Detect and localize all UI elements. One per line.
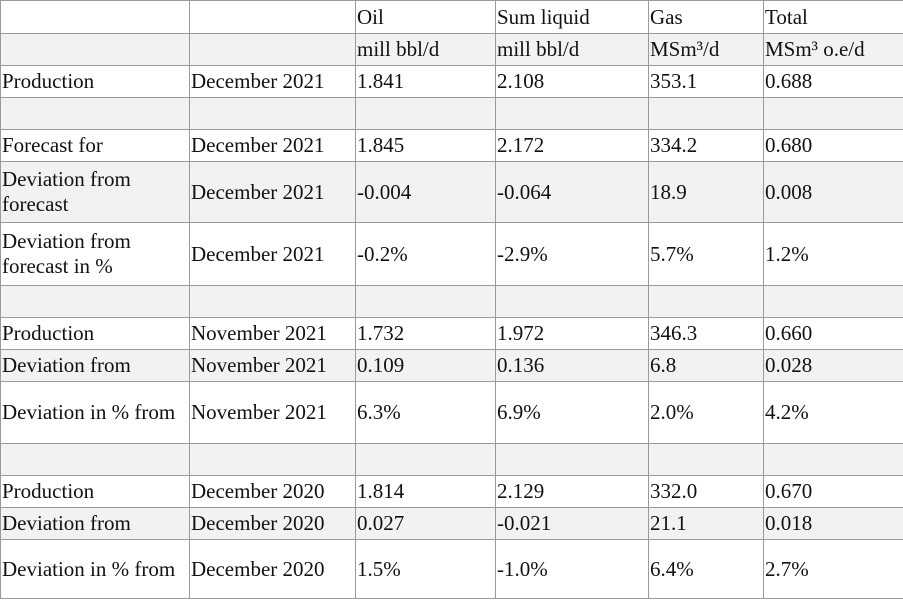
cell-oil: 0.109 xyxy=(356,350,496,382)
unit-oil: mill bbl/d xyxy=(356,34,496,66)
spacer-row xyxy=(1,444,903,476)
cell-sum-liquid: 1.972 xyxy=(496,318,649,350)
cell-total xyxy=(764,98,903,130)
cell-total xyxy=(764,444,903,476)
cell-sum-liquid: -2.9% xyxy=(496,223,649,286)
cell-gas: 2.0% xyxy=(649,382,764,444)
cell-gas: 6.4% xyxy=(649,540,764,599)
cell-total: 0.028 xyxy=(764,350,903,382)
cell-total: 0.680 xyxy=(764,130,903,162)
cell-total: 0.008 xyxy=(764,162,903,223)
row-period xyxy=(190,444,356,476)
cell-oil: 1.845 xyxy=(356,130,496,162)
table-row xyxy=(1,66,903,98)
cell-sum-liquid: 2.172 xyxy=(496,130,649,162)
row-label xyxy=(1,444,190,476)
row-label: Forecast for xyxy=(1,130,190,162)
table-row xyxy=(1,223,903,286)
cell-sum-liquid: -0.021 xyxy=(496,508,649,540)
row-label: Deviation from xyxy=(1,508,190,540)
cell-sum-liquid: -0.064 xyxy=(496,162,649,223)
cell-total: 0.670 xyxy=(764,476,903,508)
cell-gas: 334.2 xyxy=(649,130,764,162)
row-label: Deviation in % from xyxy=(1,540,190,599)
cell-oil: 1.732 xyxy=(356,318,496,350)
cell-oil: 0.027 xyxy=(356,508,496,540)
header-sum-liquid: Sum liquid xyxy=(496,1,649,34)
cell-oil: -0.004 xyxy=(356,162,496,223)
cell-total xyxy=(764,286,903,318)
row-period: December 2021 xyxy=(190,223,356,286)
cell-oil xyxy=(356,98,496,130)
header-oil: Oil xyxy=(356,1,496,34)
cell-gas xyxy=(649,286,764,318)
cell-oil: 6.3% xyxy=(356,382,496,444)
cell-gas: 18.9 xyxy=(649,162,764,223)
cell-total: 0.018 xyxy=(764,508,903,540)
row-period: November 2021 xyxy=(190,382,356,444)
row-label: Deviation from forecast xyxy=(1,162,190,223)
cell-oil: 1.814 xyxy=(356,476,496,508)
header-cell-empty xyxy=(1,1,190,34)
cell-oil xyxy=(356,286,496,318)
table-row xyxy=(1,130,903,162)
cell-sum-liquid: 0.136 xyxy=(496,350,649,382)
cell-gas: 5.7% xyxy=(649,223,764,286)
table-row xyxy=(1,318,903,350)
table-row xyxy=(1,382,903,444)
cell-sum-liquid xyxy=(496,286,649,318)
cell-gas: 6.8 xyxy=(649,350,764,382)
header-total: Total xyxy=(764,1,903,34)
cell-oil: 1.5% xyxy=(356,540,496,599)
row-period: December 2021 xyxy=(190,130,356,162)
header-cell-empty xyxy=(190,1,356,34)
cell-gas: 332.0 xyxy=(649,476,764,508)
cell-sum-liquid: 2.129 xyxy=(496,476,649,508)
row-period: December 2020 xyxy=(190,508,356,540)
row-label: Production xyxy=(1,476,190,508)
cell-total: 4.2% xyxy=(764,382,903,444)
unit-total: MSm³ o.e/d xyxy=(764,34,903,66)
unit-gas: MSm³/d xyxy=(649,34,764,66)
cell-oil: 1.841 xyxy=(356,66,496,98)
header-gas: Gas xyxy=(649,1,764,34)
row-label xyxy=(1,98,190,130)
row-period xyxy=(190,286,356,318)
spacer-row xyxy=(1,98,903,130)
cell-sum-liquid xyxy=(496,444,649,476)
table-row xyxy=(1,476,903,508)
units-row xyxy=(1,34,903,66)
units-cell-empty xyxy=(1,34,190,66)
cell-gas: 346.3 xyxy=(649,318,764,350)
row-label xyxy=(1,286,190,318)
row-period xyxy=(190,98,356,130)
row-label: Deviation from xyxy=(1,350,190,382)
table-row xyxy=(1,540,903,599)
cell-oil: -0.2% xyxy=(356,223,496,286)
row-label: Deviation from forecast in % xyxy=(1,223,190,286)
cell-gas xyxy=(649,444,764,476)
row-period: December 2021 xyxy=(190,66,356,98)
cell-gas: 353.1 xyxy=(649,66,764,98)
header-row xyxy=(1,1,903,34)
cell-sum-liquid: 2.108 xyxy=(496,66,649,98)
row-period: December 2020 xyxy=(190,476,356,508)
cell-sum-liquid: 6.9% xyxy=(496,382,649,444)
row-label: Production xyxy=(1,318,190,350)
table-row xyxy=(1,508,903,540)
unit-sum-liquid: mill bbl/d xyxy=(496,34,649,66)
table-row xyxy=(1,162,903,223)
units-cell-empty xyxy=(190,34,356,66)
row-label: Production xyxy=(1,66,190,98)
spacer-row xyxy=(1,286,903,318)
cell-total: 2.7% xyxy=(764,540,903,599)
row-label: Deviation in % from xyxy=(1,382,190,444)
cell-sum-liquid: -1.0% xyxy=(496,540,649,599)
row-period: November 2021 xyxy=(190,350,356,382)
cell-gas: 21.1 xyxy=(649,508,764,540)
table-row xyxy=(1,350,903,382)
cell-total: 0.688 xyxy=(764,66,903,98)
row-period: November 2021 xyxy=(190,318,356,350)
cell-oil xyxy=(356,444,496,476)
row-period: December 2020 xyxy=(190,540,356,599)
cell-total: 1.2% xyxy=(764,223,903,286)
cell-total: 0.660 xyxy=(764,318,903,350)
cell-gas xyxy=(649,98,764,130)
cell-sum-liquid xyxy=(496,98,649,130)
row-period: December 2021 xyxy=(190,162,356,223)
